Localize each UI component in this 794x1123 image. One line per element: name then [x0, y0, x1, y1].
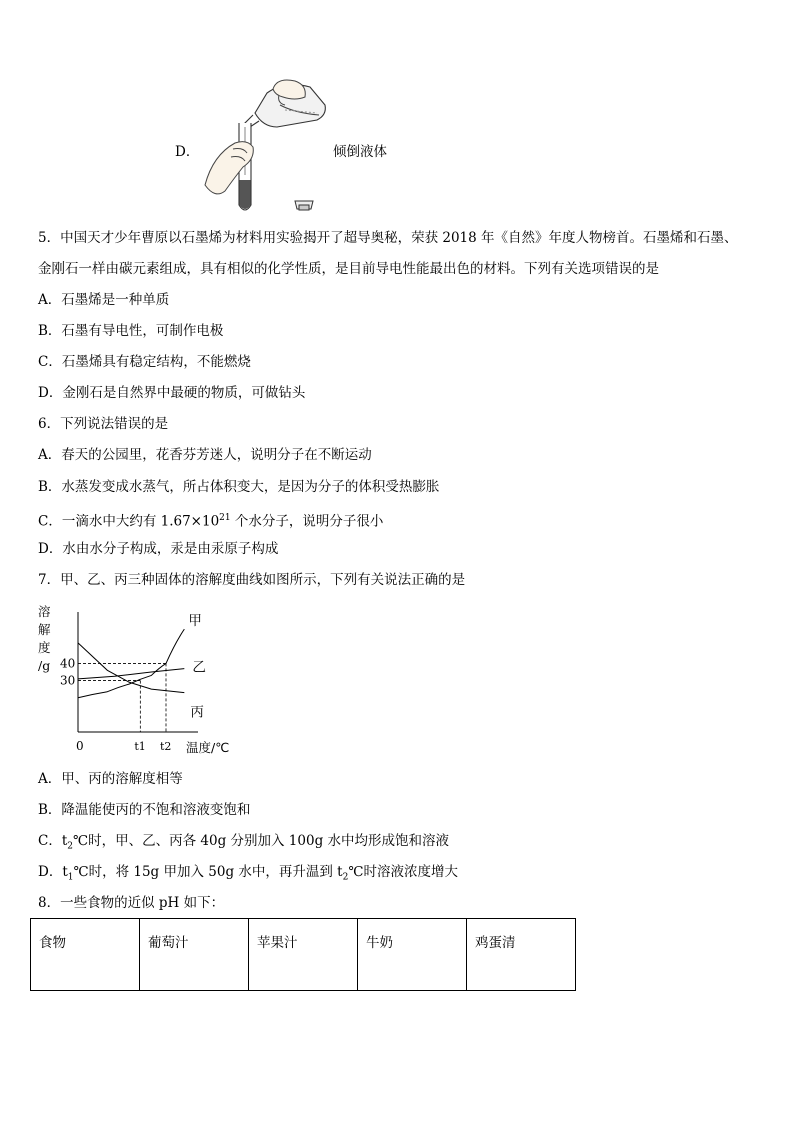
table-row	[31, 919, 576, 991]
q7-option-d-text: D．t	[38, 864, 68, 880]
q6-option-c-text: C．一滴水中大约有 1.67×10	[38, 513, 220, 530]
q7-option-c-subscript: 2	[67, 841, 73, 852]
y-tick-label: 40	[60, 656, 76, 671]
bottle-stopper-icon	[295, 201, 313, 210]
q7-option-c	[38, 831, 449, 857]
q5-stem-line2: 金刚石一样由碳元素组成，具有相似的化学性质，是目前导电性能最出色的材料。下列有关选项错误的是	[38, 261, 659, 277]
q7-option-c-text: C．t	[38, 833, 68, 849]
q7-option-a: A．甲、丙的溶解度相等	[38, 771, 183, 787]
q6-option-b: B．水蒸发变成水蒸气，所占体积变大，是因为分子的体积受热膨胀	[38, 479, 440, 495]
q6-option-c-text-end: 个水分子，说明分子很小	[230, 513, 384, 530]
q7-option-d	[38, 862, 458, 888]
y-tick-label: 30	[60, 673, 76, 688]
series-line-3	[78, 643, 184, 693]
series-label: 乙	[192, 659, 206, 676]
y-axis-label-char: /g	[38, 658, 51, 673]
q7-option-c-text-end: ℃时，甲、乙、丙各 40g 分别加入 100g 水中均形成饱和溶液	[73, 833, 449, 849]
q6-option-d: D．水由水分子构成，汞是由汞原子构成	[38, 541, 279, 557]
q5-stem-line1: 5．中国天才少年曹原以石墨烯为材料用实验揭开了超导奥秘，荣获 2018 年《自然》年度人物榜首。石墨烯和石墨、	[38, 230, 738, 246]
q6-option-c	[38, 508, 383, 532]
table-cell: 苹果汁	[249, 919, 358, 991]
q5-option-b: B．石墨有导电性，可制作电极	[38, 323, 224, 339]
series-label: 丙	[190, 704, 204, 721]
series-label: 甲	[188, 613, 202, 630]
q5-option-a: A．石墨烯是一种单质	[38, 292, 170, 308]
q6-option-a: A．春天的公园里，花香芬芳迷人，说明分子在不断运动	[38, 447, 372, 463]
origin-label: 0	[76, 739, 84, 753]
y-axis-label-char: 溶	[38, 604, 51, 619]
q7-option-d-text-mid: ℃时，将 15g 甲加入 50g 水中，再升温到 t	[73, 864, 343, 880]
x-axis-label: 温度/℃	[186, 740, 230, 755]
q6-stem: 6．下列说法错误的是	[38, 416, 169, 432]
q7-stem: 7．甲、乙、丙三种固体的溶解度曲线如图所示，下列有关说法正确的是	[38, 572, 466, 588]
ph-table	[30, 918, 576, 991]
pouring-liquid-illustration	[195, 75, 335, 220]
q8-stem: 8．一些食物的近似 pH 如下：	[38, 895, 225, 911]
q5-option-d: D．金刚石是自然界中最硬的物质，可做钻头	[38, 385, 306, 401]
table-cell: 鸡蛋清	[467, 919, 576, 991]
solubility-curve-chart	[30, 600, 230, 765]
q5-option-c: C．石墨烯具有稳定结构，不能燃烧	[38, 354, 251, 370]
q4-option-d-label: D．	[175, 144, 200, 160]
q7-option-d-subscript: 1	[67, 872, 74, 883]
q7-option-d-subscript: 2	[342, 872, 349, 883]
series-line-2	[78, 669, 184, 679]
q7-option-b: B．降温能使丙的不饱和溶液变饱和	[38, 802, 251, 818]
table-cell: 葡萄汁	[140, 919, 249, 991]
x-tick-label: t1	[134, 740, 146, 753]
y-axis-label-char: 度	[38, 640, 51, 655]
y-axis-label-char: 解	[38, 622, 51, 637]
q7-option-d-text-end: ℃时溶液浓度增大	[348, 864, 458, 880]
figure-caption: 倾倒液体	[333, 144, 387, 160]
table-cell: 牛奶	[358, 919, 467, 991]
q6-option-c-exponent: 21	[219, 513, 231, 523]
table-cell: 食物	[31, 919, 140, 991]
x-tick-label: t2	[160, 740, 172, 753]
